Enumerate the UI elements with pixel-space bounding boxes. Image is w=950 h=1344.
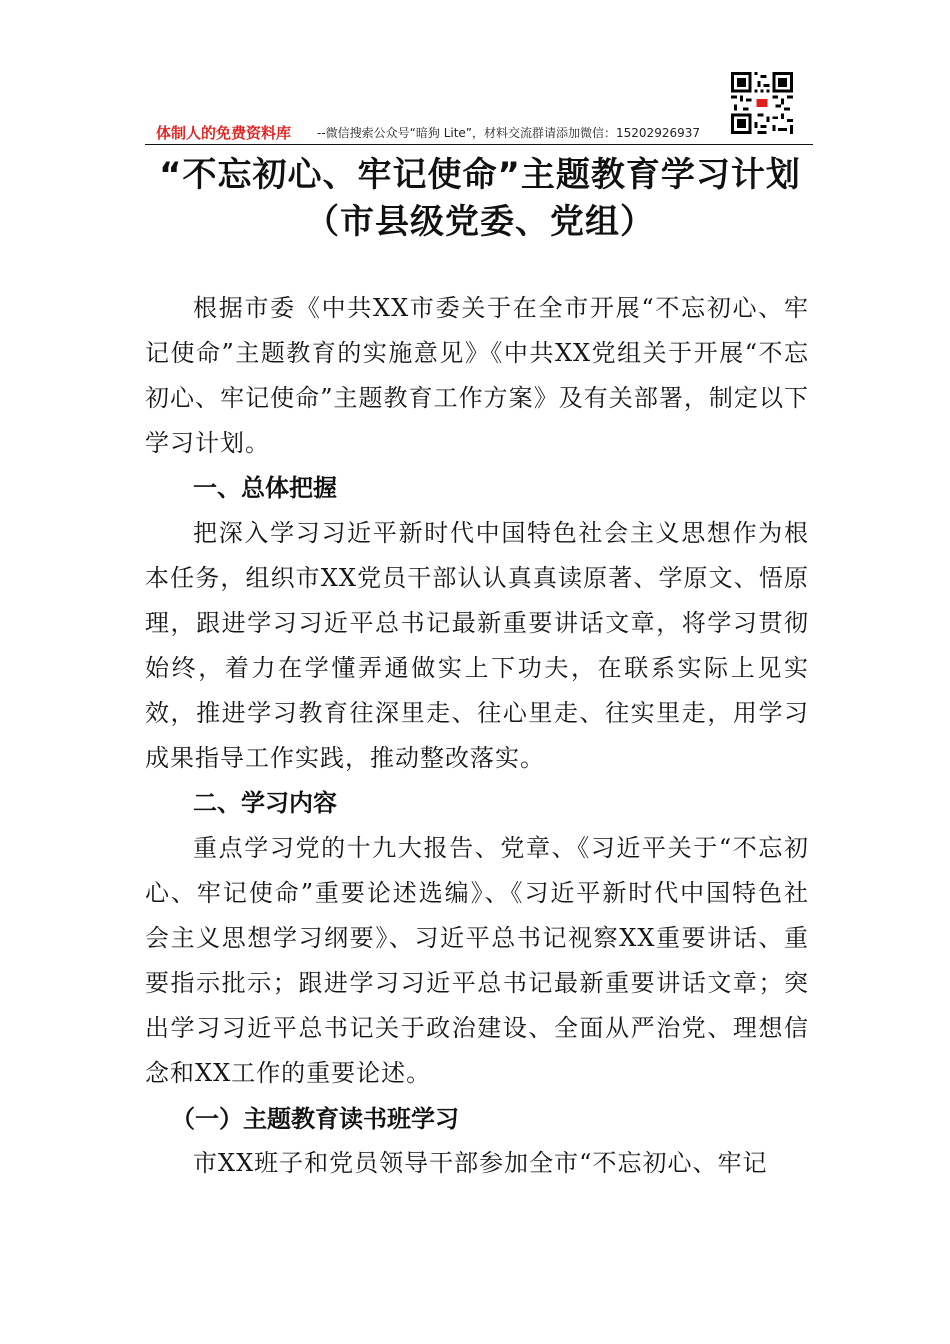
header-brand: 体制人的免费资料库 <box>156 124 292 142</box>
header-note: --微信搜索公众号“暗狗 Lite”，材料交流群请添加微信：15202926937 <box>317 126 700 140</box>
document-header <box>145 118 813 146</box>
subsection-1-heading: （一）主题教育读书班学习 <box>171 1104 459 1133</box>
header-divider <box>145 144 813 145</box>
qr-code-icon <box>731 72 793 134</box>
section-1-heading: 一、总体把握 <box>193 474 337 502</box>
section-2-paragraph: 重点学习党的十九大报告、党章、《习近平关于“不忘初心、牢记使命”重要论述选编》、《习近平新时代中国特色社会主义思想学习纲要》、习近平总书记视察XX重要讲话、重要指示批示；跟进学习习近平总书记最新重要讲话文章；突出学习习近平总书记关于政治建设、全面从严治党、理想信念和XX工作的重要论述。 <box>145 834 809 1087</box>
document-title: “不忘初心、牢记使命”主题教育学习计划（市县级党委、党组） <box>159 155 801 242</box>
intro-paragraph: 根据市委《中共XX市委关于在全市开展“不忘初心、牢记使命”主题教育的实施意见》《中共XX党组关于开展“不忘初心、牢记使命”主题教育工作方案》及有关部署，制定以下学习计划。 <box>145 294 809 457</box>
subsection-1-paragraph: 市XX班子和党员领导干部参加全市“不忘初心、牢记 <box>193 1149 768 1177</box>
section-2-heading: 二、学习内容 <box>193 789 337 817</box>
section-1-paragraph: 把深入学习习近平新时代中国特色社会主义思想作为根本任务，组织市XX党员干部认认真真读原著、学原文、悟原理，跟进学习习近平总书记最新重要讲话文章，将学习贯彻始终，着力在学懂弄通做实上下功夫，在联系实际上见实效，推进学习教育往深里走、往心里走、往实里走，用学习成果指导工作实践，推动整改落实。 <box>145 519 809 772</box>
document-body <box>145 286 809 1186</box>
